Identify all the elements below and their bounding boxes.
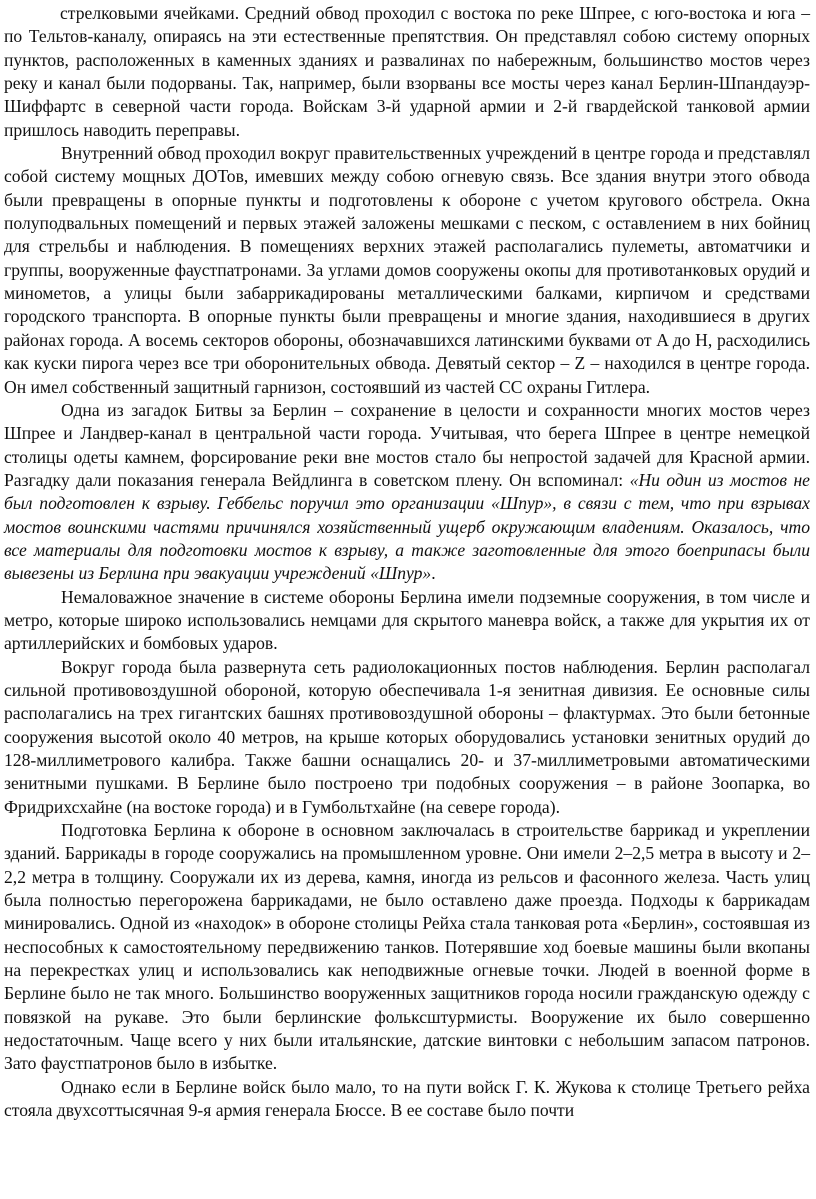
paragraph-inner-ring: Внутренний обвод проходил вокруг правительственных учреждений в центре города и представлял собой систему мощных ДОТов, имевших между собою огневую связь. Все здания внутри этого обвода были превращены в опорные пункты и подготовлены к обороне с учетом кругового обстрела. Окна полуподвальных помещений и первых этажей заложены мешками с песком, с оставлением в них бойниц для стрельбы и наблюдения. В помещениях верхних этажей располагались пулеметы, автоматчики и группы, вооруженные фаустпатронами. За углами домов сооружены окопы для противотанковых орудий и минометов, а улицы были забаррикадированы металлическими балками, кирпичом и средствами городского транспорта. В опорные пункты были превращены и многие здания, находившиеся в других районах города. А восемь секторов обороны, обозначавшихся латинскими буквами от A до H, расходились как куски пирога через все три оборонительных обвода. Девятый сектор – Z – находился в центре города. Он имел собственный защитный гарнизон, состоявший из частей СС охраны Гитлера. [4,143,810,397]
quote-end-punctuation: . [431,563,436,584]
paragraph-underground: Немаловажное значение в системе обороны Берлина имели подземные сооружения, в том числе и метро, которые широко использовались немцами для скрытого маневра войск, а также для укрытия их от артиллерийских и бомбовых ударов. [4,586,810,654]
weidling-quote: «Ни один из мостов не был подготовлен к взрыву. Геббельс поручил это организации «Шпур», в связи с тем, что при взрывах мостов воинскими частями причинялся хозяйственный ущерб окружающим владениям. Оказалось, что все материалы для подготовки мостов к взрыву, а также заготовленные для этого боеприпасы были вывезены из Берлина при эвакуации учреждений «Шпур» [4,469,810,584]
paragraph-bridges-mystery [4,399,810,586]
paragraph-ninth-army: Однако если в Берлине войск было мало, то на пути войск Г. К. Жукова к столице Третьего рейха стояла двухсоттысячная 9-я армия генерала Бюссе. В ее составе было почти [4,1076,810,1121]
paragraph-middle-ring: стрелковыми ячейками. Средний обвод проходил с востока по реке Шпрее, с юго-востока и юга – по Тельтов-каналу, опираясь на эти естественные препятствия. Он представлял собою систему опорных пунктов, расположенных в каменных зданиях и развалинах по набережным, большинство мостов через реку и канал были подорваны. Так, например, были взорваны все мосты через канал Берлин-Шпандауэр-Шиффартс в северной части города. Войскам 3-й ударной армии и 2-й гвардейской танковой армии пришлось наводить переправы. [4,3,810,140]
paragraph-air-defense: Вокруг города была развернута сеть радиолокационных постов наблюдения. Берлин располагал сильной противовоздушной обороной, которую обеспечивала 1-я зенитная дивизия. Ее основные силы располагались на трех гигантских башнях противовоздушной обороны – флактурмах. Это были бетонные сооружения высотой около 40 метров, на крыше которых оборудовались установки зенитных орудий до 128-миллиметрового калибра. Также башни оснащались 20- и 37-миллиметровыми автоматическими зенитными пушками. В Берлине было построено три подобных сооружения – в районе Зоопарка, во Фридрихсхайне (на востоке города) и в Гумбольтхайне (на севере города). [4,656,810,817]
paragraph-bridges-text: Одна из загадок Битвы за Берлин – сохранение в целости и сохранности многих мостов через Шпрее и Ландвер-канал в центральной части города. Учитывая, что берега Шпрее в центре немецкой столицы одеты камнем, форсирование реки вне мостов стало бы непростой задачей для Красной армии. Разгадку дали показания генерала Вейдлинга в советском плену. Он вспоминал: [4,399,810,490]
paragraph-barricades: Подготовка Берлина к обороне в основном заключалась в строительстве баррикад и укреплении зданий. Баррикады в городе сооружались на промышленном уровне. Они имели 2–2,5 метра в высоту и 2–2,2 метра в толщину. Сооружали их из дерева, камня, иногда из рельсов и фасонного железа. Часть улиц была полностью перегорожена баррикадами, не было оставлено даже проезда. Подходы к баррикадам минировались. Одной из «находок» в обороне столицы Рейха стала танковая рота «Берлин», состоявшая из неспособных к самостоятельному передвижению танков. Потерявшие ход боевые машины были вкопаны на перекрестках улиц и использовались как неподвижные огневые точки. Людей в военной форме в Берлине было не так много. Большинство вооруженных защитников города носили гражданскую одежду с повязкой на рукаве. Это были берлинские фольксштурмисты. Вооружение их было совершенно недостаточным. Чаще всего у них были итальянские, датские винтовки с небольшим запасом патронов. Зато фаустпатронов было в избытке. [4,820,810,1074]
